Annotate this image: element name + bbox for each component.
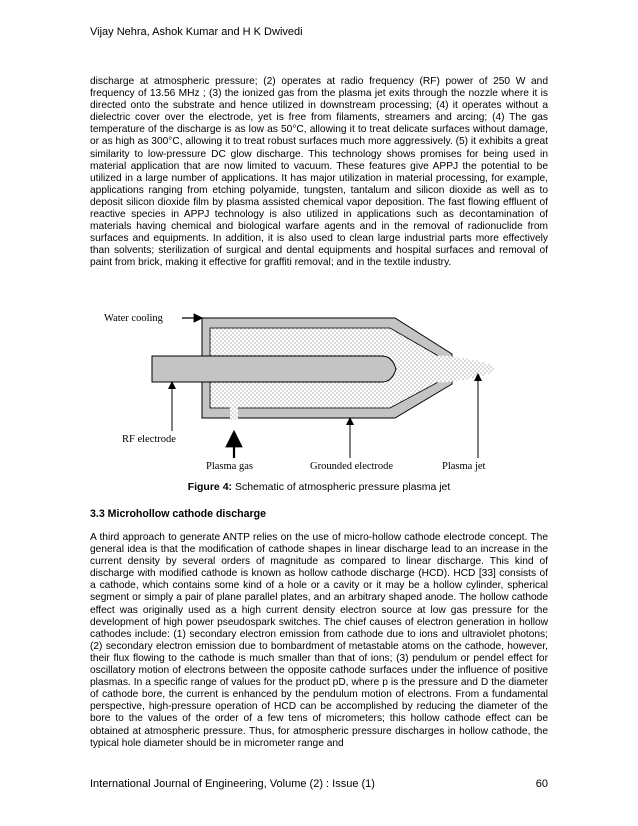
label-grounded-electrode: Grounded electrode: [310, 461, 394, 472]
running-header: Vijay Nehra, Ashok Kumar and H K Dwivedi: [90, 26, 303, 38]
gas-inlet-gap: [230, 406, 238, 420]
label-water-cooling: Water cooling: [104, 313, 163, 324]
label-plasma-jet: Plasma jet: [442, 461, 486, 472]
page-footer: [90, 778, 548, 790]
plasma-jet-schematic: [90, 298, 548, 482]
label-rf-electrode: RF electrode: [122, 434, 176, 445]
body-paragraph-2: A third approach to generate ANTP relies on the use of micro-hollow cathode electrode concept. The general idea is that the modification of cathode shapes in linear discharge lead to an increase in the current density by several orders of magnitude as compared to linear discharge. This kind of discharge with modified cathode is known as hollow cathode discharge (HCD). HCD [33] consists of a cathode, which contains some kind of a hole or a cavity or it may be a hollow cylinder, spherical segment or simply a pair of plane parallel plates, and an arbitrary shaped anode. The hollow cathode effect was originally used as a high current density electron source at low gas pressure for the development of high power pseudospark switches. The chief causes of electron generation in hollow cathodes include: (1) secondary electron emission from cathode due to ions and ultraviolet photons; (2) secondary electron emission due to bombardment of metastable atoms on the cathode, however, their flux flowing to the cathode is much smaller than that of ions; (3) pendulum or pendel effect for oscillatory motion of electrons between the opposite cathode surfaces under the influence of positive plasmas. In a specific range of values for the product pD, where p is the pressure and D the diameter of cathode bore, the current is enhanced by the pendulum motion of electrons. From a fundamental perspective, high-pressure operation of HCD can be accomplished by reducing the diameter of the bore to the values of the order of a few tens of micrometers; this hollow cathode effect can be obtained at atmospheric pressure. Thus, for atmospheric pressure discharges in hollow cathode, the typical hole diameter should be in micrometer range and: [90, 532, 548, 749]
page-number: 60: [535, 778, 548, 790]
figure-caption-label: Figure 4:: [187, 481, 233, 493]
section-heading: 3.3 Microhollow cathode discharge: [90, 508, 267, 520]
figure-caption-text: Schematic of atmospheric pressure plasma jet: [232, 481, 451, 493]
body-paragraph-1: discharge at atmospheric pressure; (2) operates at radio frequency (RF) power of 250 W and frequency of 13.56 MHz ; (3) the ionized gas from the plasma jet exits through the nozzle where it is directed onto the substrate and hence utilized in downstream processing; (4) it operates without a dielectric cover over the electrode, yet is free from filaments, streamers and arcing; (4) The gas temperature of the discharge is as low as 50°C, allowing it to treat delicate surfaces without damage, or as high as 300°C, allowing it to treat robust surfaces much more aggressively. (5) it exhibits a great similarity to low-pressure DC glow discharge. This technology shows promises for being used in material application that are now limited to vacuum. These features give APPJ the potential to be utilized in a large number of applications. It has major utilization in material processing, for example, applications ranging from etching polyamide, tungsten, tantalum and silicon dioxide as well as to deposit silicon dioxide film by plasma assisted chemical vapor deposition. The fast flowing effluent of reactive species in APPJ technology is also utilized in applications such as decontamination of materials having chemical and biological warfare agents and in the removal of radionuclide from surfaces and equipments. In addition, it is also used to clean large industrial parts more effectively than solvents; sterilization of surgical and dental equipments and hospital surfaces and removal of paint from brick, making it effective for graffiti removal; and in the textile industry.: [90, 76, 548, 269]
rf-electrode-rod: [152, 356, 396, 382]
label-plasma-gas: Plasma gas: [206, 461, 253, 472]
figure-caption: [0, 481, 638, 493]
footer-journal: International Journal of Engineering, Volume (2) : Issue (1): [90, 778, 375, 790]
plasma-jet-plume: [380, 354, 496, 384]
